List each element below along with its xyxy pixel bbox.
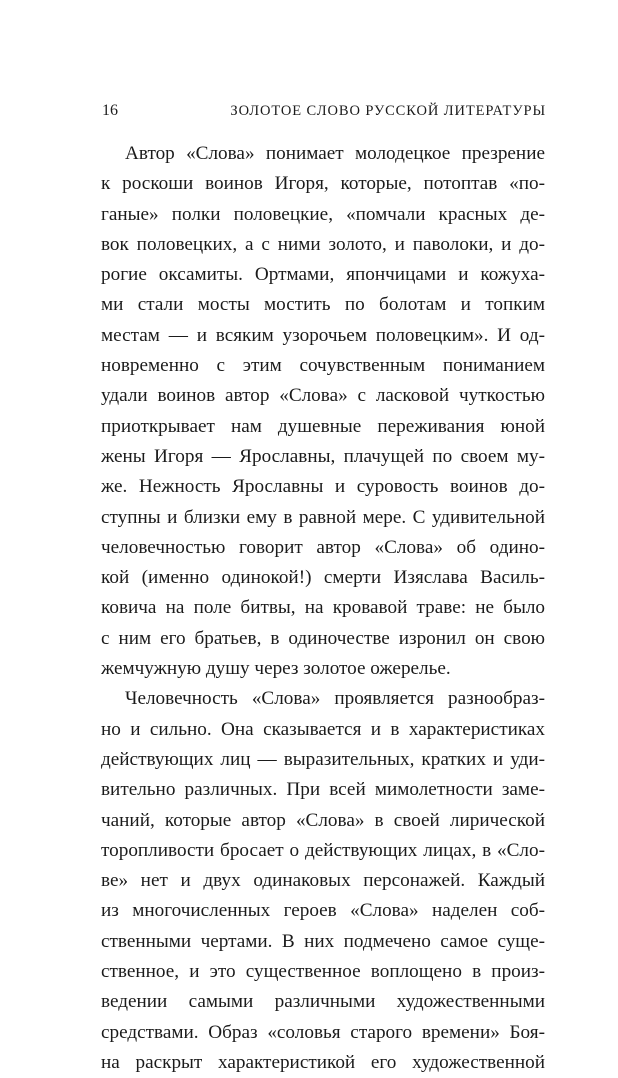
text-line: приоткрывает нам душевные переживания юной <box>101 415 545 437</box>
text-line: Человечность «Слова» проявляется разнообраз- <box>125 688 545 710</box>
text-line: но и сильно. Она сказывается и в характеристиках <box>101 718 545 740</box>
text-line: чаний, которые автор «Слова» в своей лирической <box>101 809 545 831</box>
text-line: жены Игоря — Ярославны, плачущей по своем му- <box>101 445 545 467</box>
text-line: к роскоши воинов Игоря, которые, потоптав «по- <box>101 173 545 195</box>
text-line: ственными чертами. В них подмечено самое суще- <box>101 930 545 952</box>
text-line: рогие оксамиты. Ортмами, япончицами и кожуха- <box>101 264 545 286</box>
text-line: ступны и близки ему в равной мере. С удивительной <box>101 506 545 528</box>
text-line: из многочисленных героев «Слова» наделен соб- <box>101 900 545 922</box>
text-line: ве» нет и двух одинаковых персонажей. Каждый <box>101 870 545 892</box>
text-line: действующих лиц — выразительных, кратких и уди- <box>101 748 545 770</box>
text-line: ведении самыми различными художественными <box>101 991 545 1013</box>
text-line: новременно с этим сочувственным пониманием <box>101 355 545 377</box>
text-line: жемчужную душу через золотое ожерелье. <box>101 658 451 680</box>
text-line: ми стали мосты мостить по болотам и топким <box>101 294 545 316</box>
text-line: с ним его братьев, в одиночестве изронил он свою <box>101 627 545 649</box>
text-line: удали воинов автор «Слова» с ласковой чуткостью <box>101 385 545 407</box>
page-number: 16 <box>102 102 118 119</box>
text-line: средствами. Образ «соловья старого времени» Боя- <box>101 1021 545 1043</box>
text-line: местам — и всяким узорочьем половецким». И од- <box>101 324 545 346</box>
text-line: вительно различных. При всей мимолетности заме- <box>101 779 545 801</box>
text-line: на раскрыт характеристикой его художественной <box>101 1051 545 1073</box>
running-title: ЗОЛОТОЕ СЛОВО РУССКОЙ ЛИТЕРАТУРЫ <box>230 103 546 119</box>
text-line: человечностью говорит автор «Слова» об одино- <box>101 536 545 558</box>
running-head <box>102 100 546 122</box>
text-line: ковича на поле битвы, на кровавой траве: не было <box>101 597 545 619</box>
text-line: торопливости бросает о действующих лицах, в «Сло- <box>101 839 545 861</box>
text-line: же. Нежность Ярославны и суровость воинов до- <box>101 476 545 498</box>
text-line: Автор «Слова» понимает молодецкое презрение <box>125 143 545 164</box>
text-line: вок половецких, а с ними золото, и паволоки, и до- <box>101 233 545 255</box>
text-line: ганые» полки половецкие, «помчали красных де- <box>101 203 545 225</box>
body-text <box>101 139 545 1078</box>
text-line: кой (именно одинокой!) смерти Изяслава Василь- <box>101 567 545 589</box>
text-line: ственное, и это существенное воплощено в произ- <box>101 961 545 983</box>
